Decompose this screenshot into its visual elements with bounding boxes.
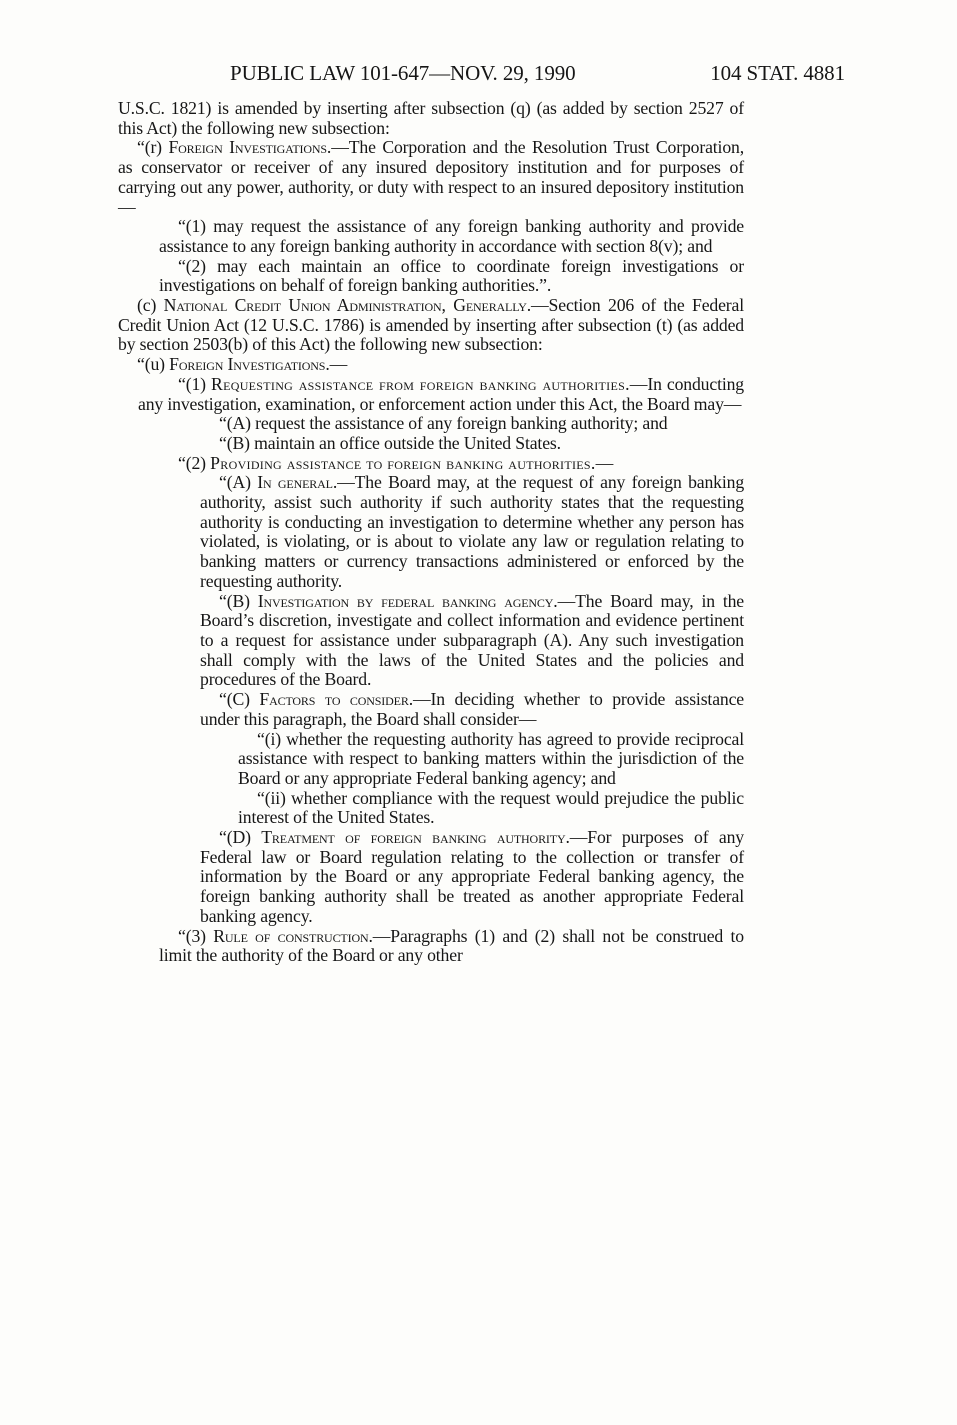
paragraph: “(D) Treatment of foreign banking authority.—For purposes of any Federal law or Board regulation relating to the collection or transfer of information by the Board or any appropriate Federal banking agency, the foreign banking authority shall be treated as another appropriate Federal banking agency. bbox=[200, 827, 744, 926]
body-text bbox=[118, 99, 744, 966]
page-header bbox=[118, 58, 845, 88]
section-heading: Requesting assistance from foreign banking authorities. bbox=[211, 373, 630, 394]
paragraph: “(i) whether the requesting authority has agreed to provide reciprocal assistance with respect to banking matters within the jurisdiction of the Board or any appropriate Federal banking agency; and bbox=[238, 728, 744, 788]
section-heading: Foreign Investigations. bbox=[168, 137, 332, 158]
section-heading: In general. bbox=[257, 472, 338, 493]
paragraph: “(2) Providing assistance to foreign banking authorities.— bbox=[178, 452, 614, 473]
section-heading: Providing assistance to foreign banking authorities. bbox=[210, 452, 596, 473]
paragraph: “(A) request the assistance of any foreign banking authority; and bbox=[219, 413, 668, 434]
section-heading: Factors to consider. bbox=[259, 689, 413, 710]
paragraph: “(B) maintain an office outside the United States. bbox=[219, 432, 561, 453]
paragraph: “(B) Investigation by federal banking agency.—The Board may, in the Board’s discretion, investigate and collect information and evidence pertinent to a request for assistance under subparagraph (A). Any such investigation shall comply with the laws of the United States and the policies and procedures of the Board. bbox=[200, 590, 744, 690]
paragraph: “(1) may request the assistance of any foreign banking authority and provide assistance to any foreign banking authority in accordance with section 8(v); and bbox=[159, 216, 744, 256]
stat-citation: 104 STAT. 4881 bbox=[710, 61, 845, 85]
paragraph: (c) National Credit Union Administration, Generally.—Section 206 of the Federal Credit Union Act (12 U.S.C. 1786) is amended by inserting after subsection (t) (as added by section 2503(b) of this Act) the following new subsection: bbox=[118, 295, 744, 355]
paragraph: “(u) Foreign Investigations.— bbox=[137, 354, 348, 375]
section-heading: Rule of construction. bbox=[213, 925, 373, 946]
paragraph: U.S.C. 1821) is amended by inserting after subsection (q) (as added by section 2527 of this Act) the following new subsection: bbox=[118, 98, 744, 138]
paragraph: “(3) Rule of construction.—Paragraphs (1) and (2) shall not be construed to limit the authority of the Board or any other bbox=[159, 925, 744, 966]
running-title: PUBLIC LAW 101-647—NOV. 29, 1990 bbox=[230, 61, 576, 85]
section-heading: Treatment of foreign banking authority. bbox=[261, 827, 570, 848]
paragraph: “(A) In general.—The Board may, at the request of any foreign banking authority, assist such authority if such authority states that the requesting authority is conducting an investigation to determine whether any person has violated, is violating, or is about to violate any law or regulation relating to banking matters or currency transactions administered or enforced by the requesting authority. bbox=[200, 472, 745, 591]
section-heading: National Credit Union Administration, Generally. bbox=[163, 295, 532, 316]
section-heading: Investigation by federal banking agency. bbox=[257, 590, 558, 611]
paragraph: “(ii) whether compliance with the request would prejudice the public interest of the United States. bbox=[238, 787, 744, 828]
section-heading: Foreign Investigations. bbox=[169, 354, 330, 375]
paragraph: “(C) Factors to consider.—In deciding whether to provide assistance under this paragraph, the Board shall consider— bbox=[200, 689, 744, 729]
paragraph: “(2) may each maintain an office to coordinate foreign investigations or investigations on behalf of foreign banking authorities.”. bbox=[159, 255, 744, 296]
paragraph: “(1) Requesting assistance from foreign banking authorities.—In conducting any investigation, examination, or enforcement action under this Act, the Board may— bbox=[138, 373, 744, 414]
paragraph: “(r) Foreign Investigations.—The Corporation and the Resolution Trust Corporation, as conservator or receiver of any insured depository institution and for purposes of carrying out any power, authority, or duty with respect to an insured depository institution— bbox=[118, 137, 744, 217]
